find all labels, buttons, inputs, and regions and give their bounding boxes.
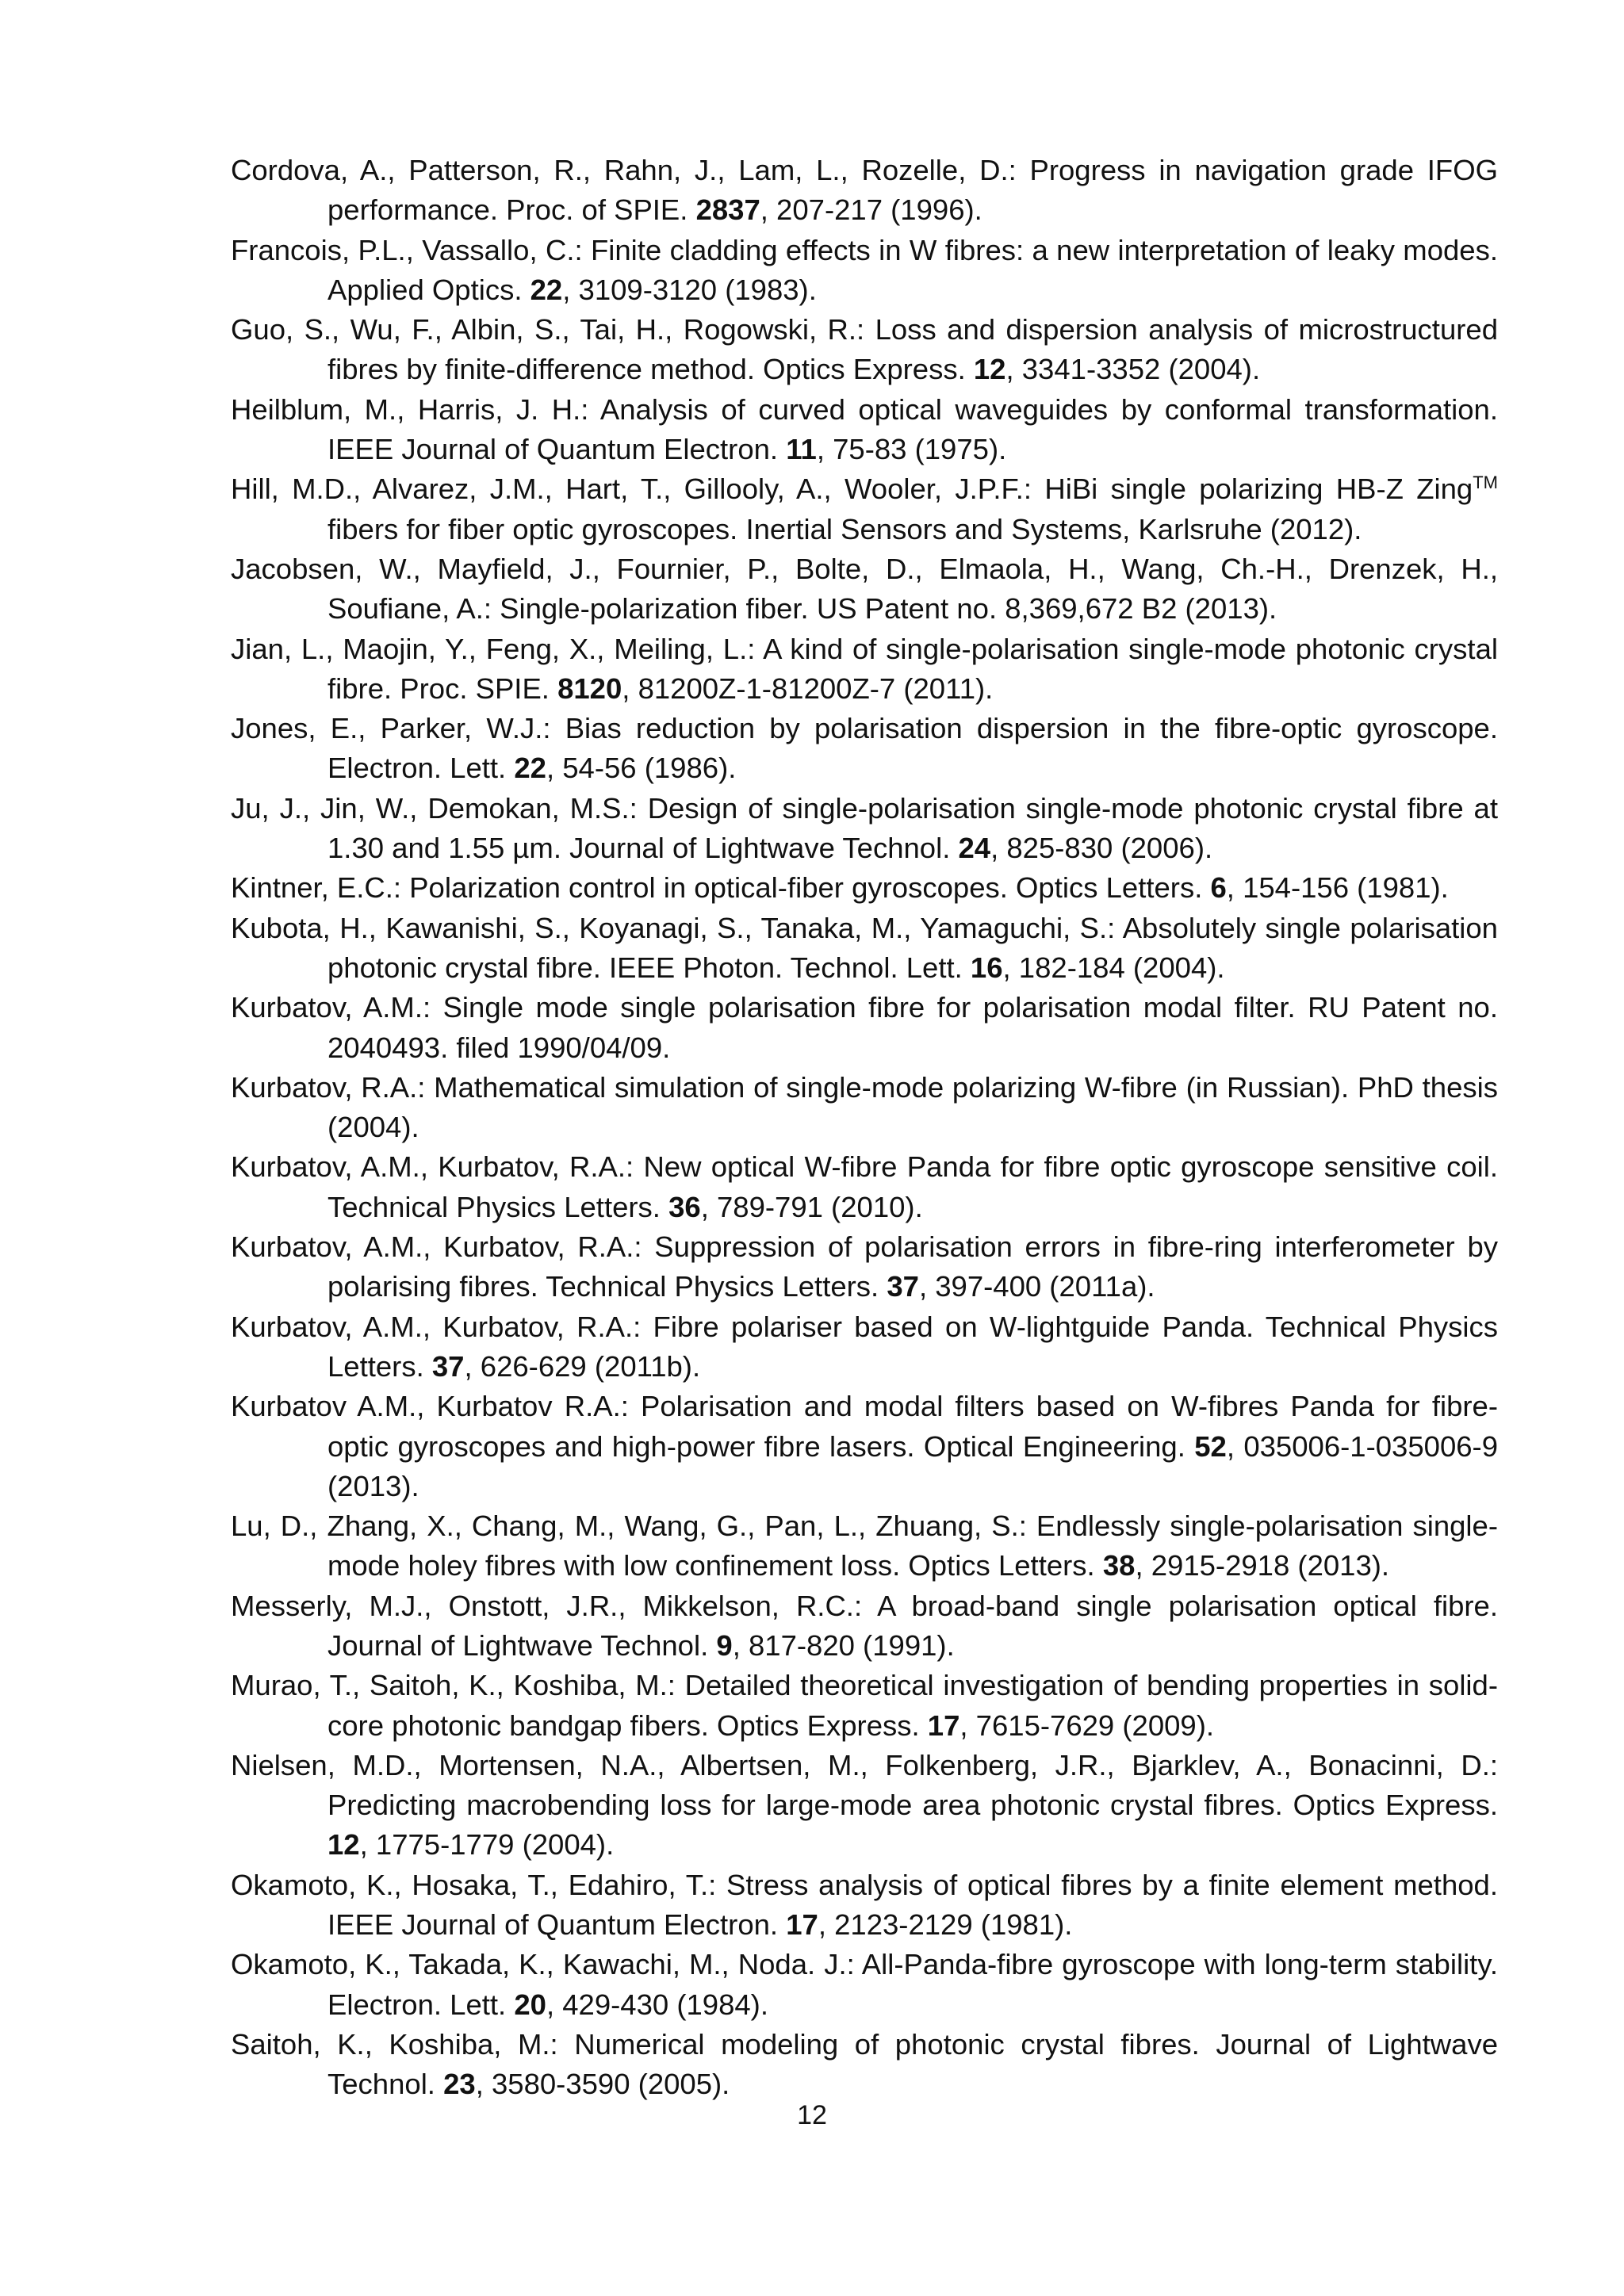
reference-heilblum-1975: Heilblum, M., Harris, J. H.: Analysis of curved optical waveguides by conformal transformation. IEEE Journal of Quantum Electron. 11, 75-83 (1975). <box>231 392 1498 466</box>
reference-guo-2004: Guo, S., Wu, F., Albin, S., Tai, H., Rogowski, R.: Loss and dispersion analysis of microstructured fibres by finite-difference method. Optics Express. 12, 3341-3352 (2004). <box>231 313 1498 386</box>
reference-kubota-2004: Kubota, H., Kawanishi, S., Koyanagi, S., Tanaka, M., Yamaguchi, S.: Absolutely single polarisation photonic crystal fibre. IEEE Photon. Technol. Lett. 16, 182-184 (2004). <box>231 911 1498 984</box>
reference-jian-2011: Jian, L., Maojin, Y., Feng, X., Meiling, L.: A kind of single-polarisation single-mode photonic crystal fibre. Proc. SPIE. 8120, 81200Z-1-81200Z-7 (2011). <box>231 632 1498 705</box>
reference-saitoh-2005: Saitoh, K., Koshiba, M.: Numerical modeling of photonic crystal fibres. Journal of Lightwave Technol. 23, 3580-3590 (2005). <box>231 2027 1498 2101</box>
page-number: 12 <box>797 2100 827 2130</box>
reference-murao-2009: Murao, T., Saitoh, K., Koshiba, M.: Detailed theoretical investigation of bending properties in solid-core photonic bandgap fibers. Optics Express. 17, 7615-7629 (2009). <box>231 1669 1498 1742</box>
reference-jacobsen-2013: Jacobsen, W., Mayfield, J., Fournier, P., Bolte, D., Elmaola, H., Wang, Ch.-H., Drenzek, H., Soufiane, A.: Single-polarization fiber. US Patent no. 8,369,672 B2 (2013). <box>231 552 1498 626</box>
reference-kurbatov-2011a: Kurbatov, A.M., Kurbatov, R.A.: Suppression of polarisation errors in fibre-ring interferometer by polarising fibres. Technical Physics Letters. 37, 397-400 (2011a). <box>231 1230 1498 1303</box>
reference-kurbatov-2010: Kurbatov, A.M., Kurbatov, R.A.: New optical W-fibre Panda for fibre optic gyroscope sensitive coil. Technical Physics Letters. 36, 789-791 (2010). <box>231 1150 1498 1223</box>
reference-kintner-1981: Kintner, E.C.: Polarization control in optical-fiber gyroscopes. Optics Letters. 6, 154-156 (1981). <box>231 871 1449 905</box>
reference-kurbatov-ra-2004: Kurbatov, R.A.: Mathematical simulation of single-mode polarizing W-fibre (in Russian). PhD thesis (2004). <box>231 1070 1498 1144</box>
reference-okamoto-1981: Okamoto, K., Hosaka, T., Edahiro, T.: Stress analysis of optical fibres by a finite element method. IEEE Journal of Quantum Electron. 17, 2123-2129 (1981). <box>231 1868 1498 1942</box>
reference-jones-1986: Jones, E., Parker, W.J.: Bias reduction by polarisation dispersion in the fibre-optic gyroscope. Electron. Lett. 22, 54-56 (1986). <box>231 712 1498 785</box>
reference-section <box>231 151 1498 2105</box>
reference-lu-2013: Lu, D., Zhang, X., Chang, M., Wang, G., Pan, L., Zhuang, S.: Endlessly single-polarisation single-mode holey fibres with low confinement loss. Optics Letters. 38, 2915-2918 (2013). <box>231 1510 1498 1582</box>
reference-messerly-1991: Messerly, M.J., Onstott, J.R., Mikkelson, R.C.: A broad-band single polarisation optical fibre. Journal of Lightwave Technol. 9, 817-820 (1991). <box>231 1589 1498 1662</box>
reference-cordova-1996: Cordova, A., Patterson, R., Rahn, J., Lam, L., Rozelle, D.: Progress in navigation grade IFOG performance. Proc. of SPIE. 2837, 207-217 (1996). <box>231 154 1498 227</box>
reference-ju-2006: Ju, J., Jin, W., Demokan, M.S.: Design of single-polarisation single-mode photonic crystal fibre at 1.30 and 1.55 µm. Journal of Lightwave Technol. 24, 825-830 (2006). <box>231 791 1498 865</box>
reference-list <box>231 151 1498 2105</box>
trademark-superscript: TM <box>1473 473 1498 493</box>
reference-kurbatov-am-patent: Kurbatov, A.M.: Single mode single polarisation fibre for polarisation modal filter. RU Patent no. 2040493. filed 1990/04/09. <box>231 991 1498 1064</box>
reference-kurbatov-2013: Kurbatov A.M., Kurbatov R.A.: Polarisation and modal filters based on W-fibres Panda for fibre-optic gyroscopes and high-power fibre lasers. Optical Engineering. 52, 035006-1-035006-9 (2013). <box>231 1390 1498 1502</box>
reference-hill-2012: Hill, M.D., Alvarez, J.M., Hart, T., Gillooly, A., Wooler, J.P.F.: HiBi single polarizing HB-Z Zing™ fibers for fiber optic gyroscopes. Inertial Sensors and Systems, Karlsruhe (2012). <box>231 473 1498 545</box>
reference-nielsen-2004: Nielsen, M.D., Mortensen, N.A., Albertsen, M., Folkenberg, J.R., Bjarklev, A., Bonacinni, D.: Predicting macrobending loss for large-mode area photonic crystal fibres. Optics Express. 12, 1775-1779 (2004). <box>231 1748 1498 1862</box>
reference-kurbatov-2011b: Kurbatov, A.M., Kurbatov, R.A.: Fibre polariser based on W-lightguide Panda. Technical Physics Letters. 37, 626-629 (2011b). <box>231 1310 1498 1383</box>
reference-okamoto-1984: Okamoto, K., Takada, K., Kawachi, M., Noda. J.: All-Panda-fibre gyroscope with long-term stability. Electron. Lett. 20, 429-430 (1984). <box>231 1948 1498 2021</box>
reference-francois-1983: Francois, P.L., Vassallo, C.: Finite cladding effects in W fibres: a new interpretation of leaky modes. Applied Optics. 22, 3109-3120 (1983). <box>231 233 1498 306</box>
